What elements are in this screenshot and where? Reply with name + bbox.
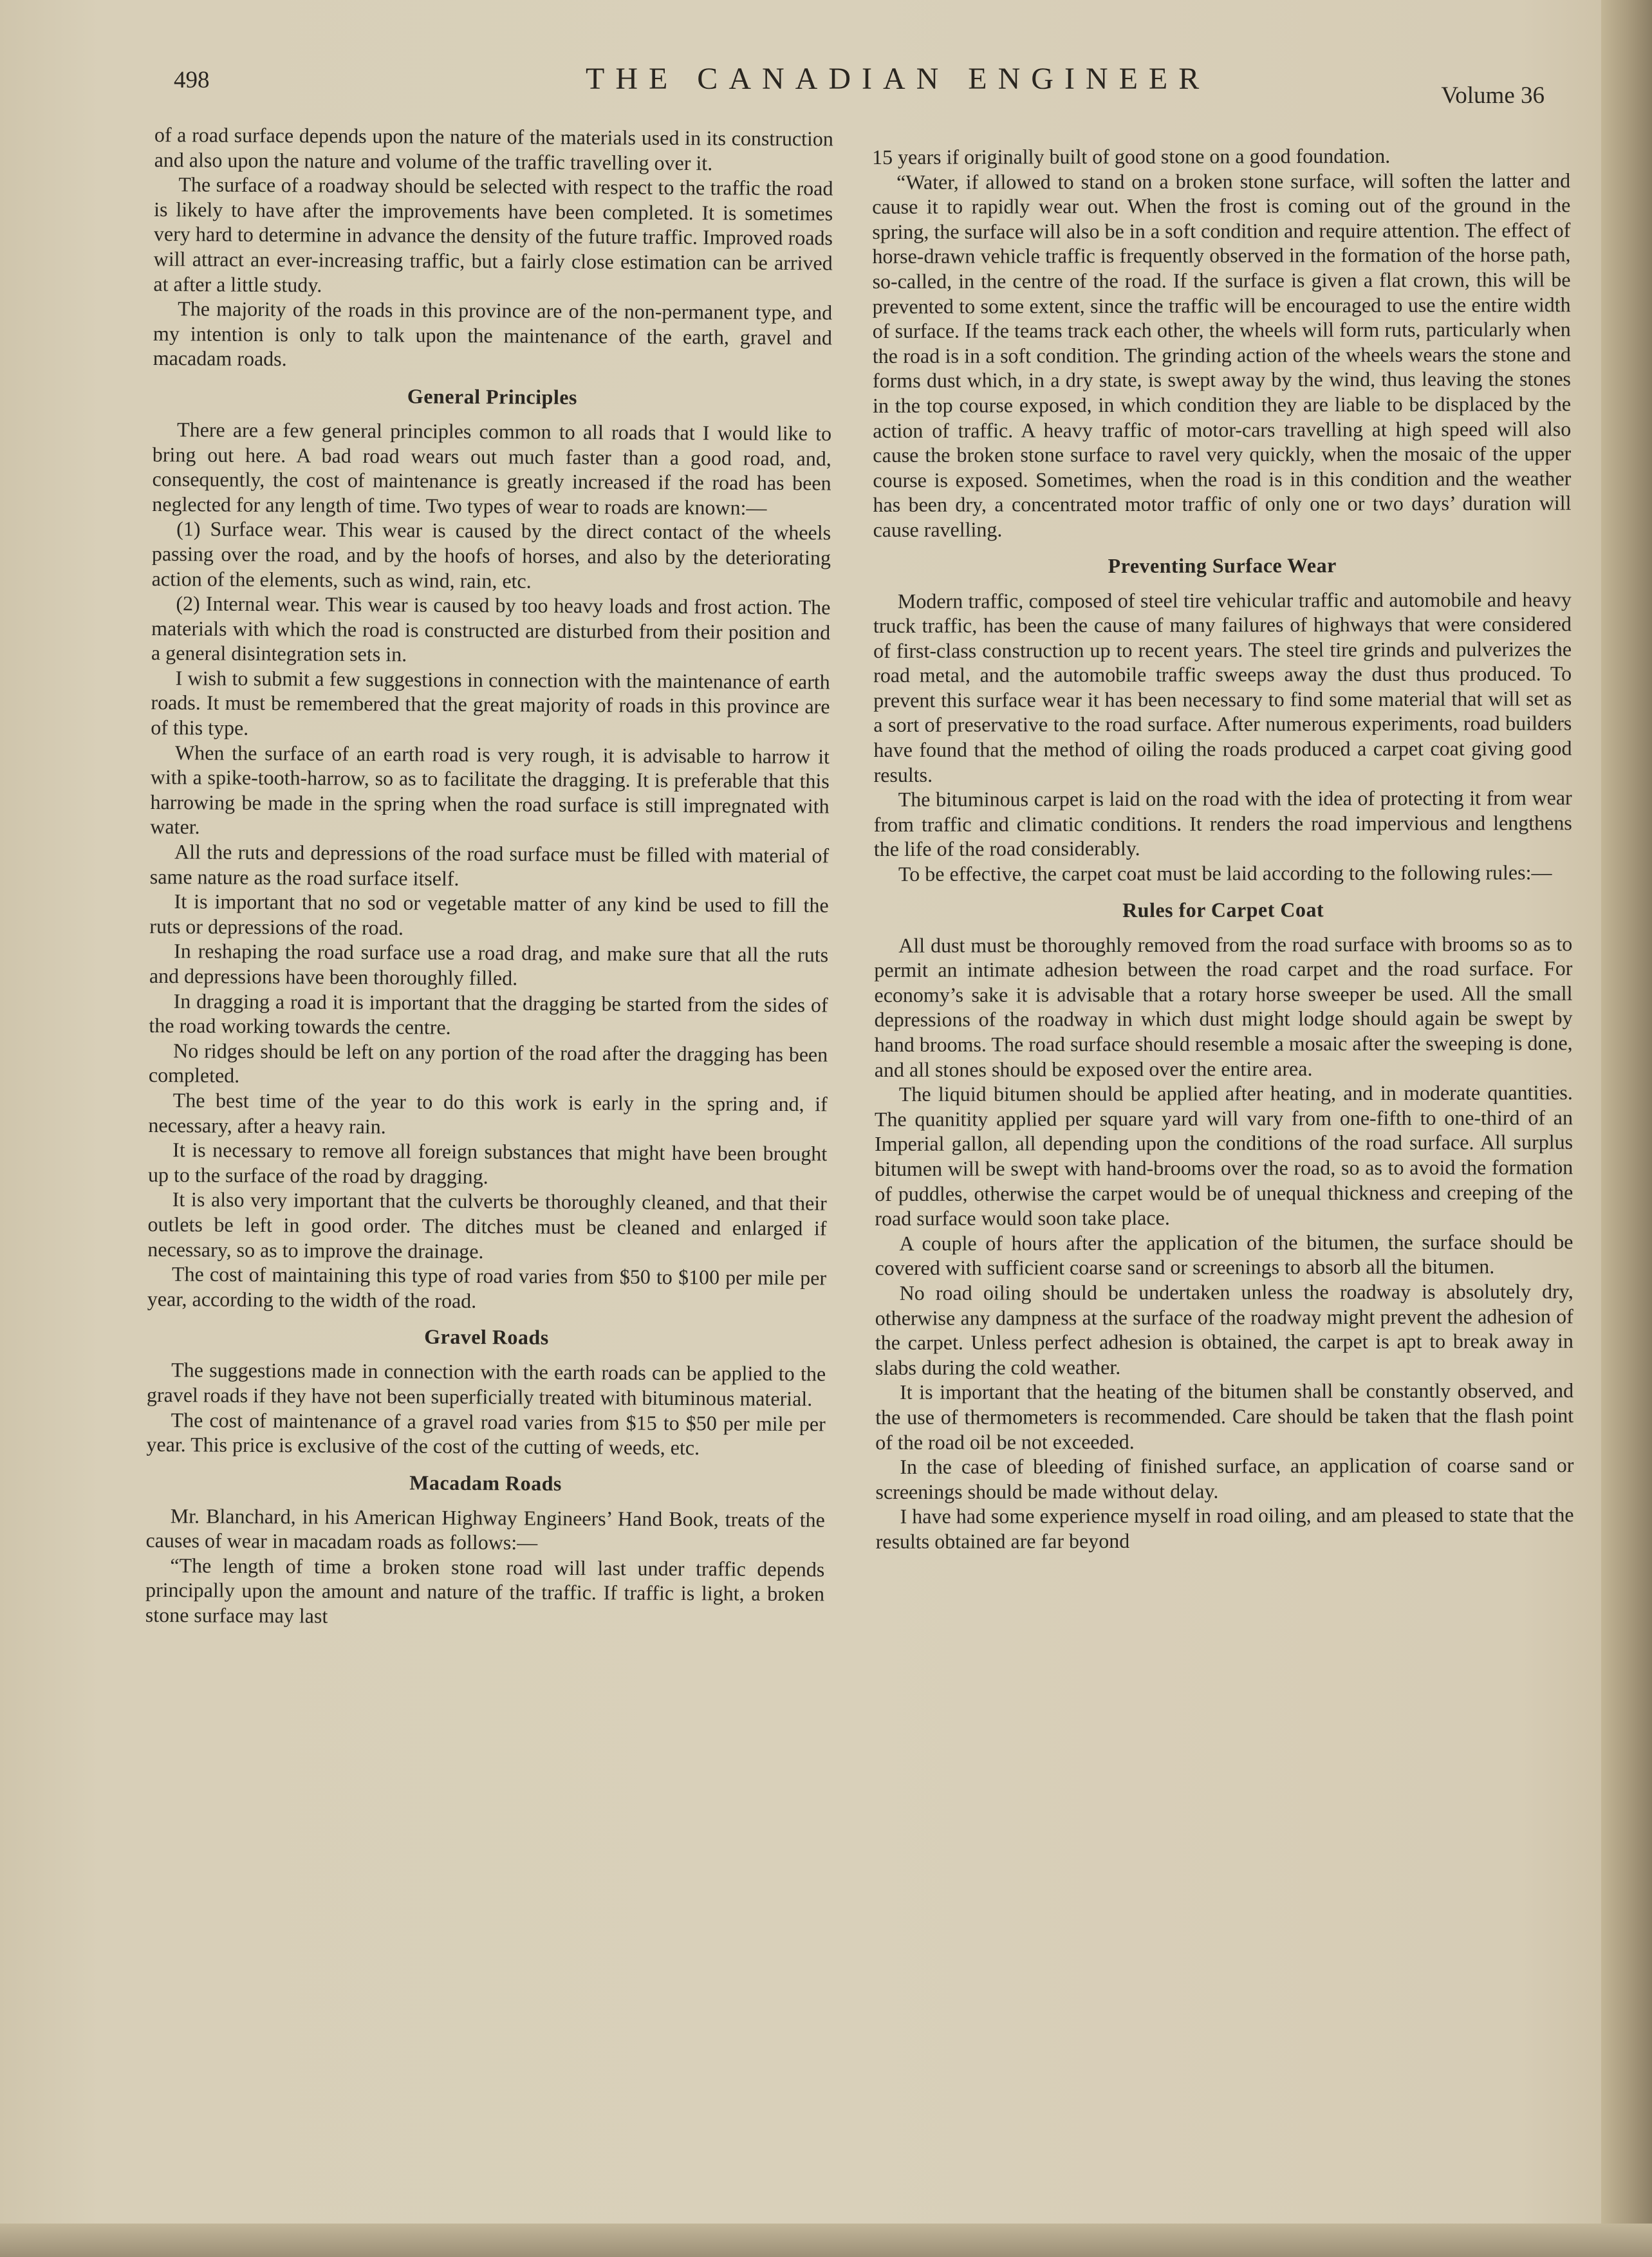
page-bottom-edge (0, 2224, 1652, 2257)
paragraph: of a road surface depends upon the nature of the materials used in its construction and also upon the nature and volume of the traffic travelling over it. (154, 122, 833, 174)
right-column (872, 143, 1574, 1554)
paragraph: It is necessary to remove all foreign substances that might have been brought up to the surface of the road by dragging. (147, 1138, 828, 1188)
section-heading-macadam-roads: Macadam Roads (409, 1471, 562, 1495)
paragraph: The cost of maintaining this type of road varies from $50 to $100 per mile per year, according to the width of the road. (147, 1262, 827, 1312)
paragraph: There are a few general principles common to all roads that I would like to bring out here. A bad road wears out much faster than a good road, and, consequently, the cost of maintenance is greatly increased if the road has been neglected for any length of time. Two types of wear to roads are known:— (152, 418, 832, 519)
paragraph: All dust must be thoroughly removed from the road surface with brooms so as to permit an intimate adhesion between the road carpet and the road surface. For economy’s sake it is advisable that a rotary horse sweeper be used. All the small depressions of the roadway in which dust might lodge should again be swept by hand brooms. The road surface should resemble a mosaic after the sweeping is done, and all stones should be exposed over the entire area. (874, 931, 1573, 1081)
paragraph: No road oiling should be undertaken unless the roadway is absolutely dry, otherwise any dampness at the surface of the roadway might prevent the adhesion of the carpet. Unless perfect adhesion is obtained, the carpet is apt to break away in slabs during the cold weather. (875, 1279, 1573, 1379)
paragraph: The cost of maintenance of a gravel road varies from $15 to $50 per mile per year. This price is exclusive of the cost of the cutting of weeds, etc. (146, 1407, 826, 1460)
paragraph: The surface of a roadway should be selected with respect to the traffic the road is likely to have after the improvements have been completed. It is sometimes very hard to determine in advance the density of the future traffic. Improved roads will attract an ever-increasing traffic, but a fairly close estimation can be arrived at after a little study. (153, 172, 833, 297)
paragraph: No ridges should be left on any portion of the road after the dragging has been completed. (148, 1038, 828, 1088)
left-column (145, 122, 833, 1631)
paragraph: 15 years if originally built of good stone on a good foundation. (872, 144, 1391, 169)
paragraph: When the surface of an earth road is very rough, it is advisable to harrow it with a spike-tooth-harrow, so as to facilitate the dragging. It is preferable that this harrowing be made in the spring when the road surface is still impregnated with water. (150, 740, 830, 839)
paragraph: In the case of bleeding of finished surface, an application of coarse sand or screenings should be made without delay. (875, 1453, 1574, 1503)
paragraph: “The length of time a broken stone road will last under traffic depends principally upon the amount and nature of the traffic. If traffic is light, a broken stone surface may last (145, 1554, 825, 1628)
volume-label: Volume 36 (1441, 82, 1545, 109)
paragraph: In reshaping the road surface use a road drag, and make sure that all the ruts and depressions have been thoroughly filled. (149, 939, 829, 990)
page-number: 498 (174, 67, 210, 93)
paragraph: The suggestions made in connection with the earth roads can be applied to the gravel roads if they have not been superficially treated with bituminous material. (146, 1358, 826, 1411)
paragraph: It is important that the heating of the bitumen shall be constantly observed, and the use of thermometers is recommended. Care should be taken that the flash point of the road oil be not exceeded. (875, 1379, 1574, 1454)
paragraph: Modern traffic, composed of steel tire vehicular traffic and automobile and heavy truck traffic, has been the cause of many failures of highways that were considered of first-class construction up to recent years. The steel tire grinds and pulverizes the road metal, and the automobile traffic sweeps away the dust thus produced. To prevent this surface wear it has been necessary to find some material that will set as a sort of preservative to the road surface. After numerous experiments, road builders have found that the method of oiling the roads produced a carpet coat giving good results. (873, 587, 1572, 786)
paragraph: Mr. Blanchard, in his American Highway Engineers’ Hand Book, treats of the causes of wear in macadam roads as follows:— (145, 1503, 825, 1554)
paragraph: It is important that no sod or vegetable matter of any kind be used to fill the ruts or depressions of the road. (149, 889, 829, 940)
paragraph: I have had some experience myself in road oiling, and am pleased to state that the results obtained are far beyond (875, 1503, 1574, 1553)
paragraph: The bituminous carpet is laid on the road with the idea of protecting it from wear from traffic and climatic conditions. It renders the road impervious and lengthens the life of the road considerably. (873, 786, 1572, 861)
section-heading-rules-for-carpet-coat: Rules for Carpet Coat (1122, 897, 1324, 922)
paragraph: (1) Surface wear. This wear is caused by the direct contact of the wheels passing over the road, and by the hoofs of horses, and also by the deteriorating action of the elements, such as wind, rain, etc. (151, 517, 831, 593)
paragraph: The liquid bitumen should be applied after heating, and in moderate quantities. The quanitity applied per square yard will vary from one-fifth to one-third of an Imperial gallon, all depending upon the conditions of the road surface. All surplus bitumen will be swept with hand-brooms over the road, so as to avoid the formation of puddles, otherwise the carpet would be of unequal thickness and creeping of the road surface would soon take place. (874, 1081, 1573, 1231)
page-edge-shadow (1601, 0, 1652, 2257)
paragraph: To be effective, the carpet coat must be laid according to the following rules:— (898, 860, 1552, 886)
paragraph: The best time of the year to do this work is early in the spring and, if necessary, after a heavy rain. (148, 1088, 828, 1138)
paragraph: A couple of hours after the application of the bitumen, the surface should be covered with sufficient coarse sand or screenings to absorb all the bitumen. (875, 1229, 1573, 1280)
paragraph: I wish to submit a few suggestions in connection with the maintenance of earth roads. It must be remembered that the great majority of roads in this province are of this type. (151, 666, 830, 739)
section-heading-general-principles: General Principles (407, 384, 578, 409)
paragraph: It is also very important that the culverts be thoroughly cleaned, and that their outlets be left in good order. The ditches must be cleaned and enlarged if necessary, so as to improve the drainage. (147, 1187, 827, 1263)
running-header (174, 61, 1545, 113)
paragraph: In dragging a road it is important that the dragging be started from the sides of the road working towards the centre. (149, 989, 828, 1039)
paragraph: “Water, if allowed to stand on a broken stone surface, will soften the latter and cause it to rapidly wear out. When the frost is coming out of the ground in the spring, the surface will also be in a soft condition and require attention. The effect of horse-drawn vehicle traffic is frequently observed in the formation of the horse path, so-called, in the centre of the road. If the surface is given a flat crown, this will be prevented to some extent, since the traffic will be encouraged to use the entire width of surface. If the teams track each other, the wheels will form ruts, particularly when the road is in a soft condition. The grinding action of the wheels wears the stone and forms dust which, in a dry state, is swept away by the wind, thus leaving the stones in the top course exposed, in which condition they are liable to be displaced by the action of traffic. A heavy traffic of motor-cars travelling at high speed will also cause the broken stone surface to ravel very quickly, when the mosaic of the upper course is exposed. Sometimes, when the road is in this condition and the weather has been dry, a concentrated motor traffic of only one or two days’ duration will cause ravelling. (872, 168, 1572, 541)
paragraph: (2) Internal wear. This wear is caused by too heavy loads and frost action. The materials with which the road is constructed are disturbed from their position and a general disintegration sets in. (151, 591, 831, 666)
journal-title: THE CANADIAN ENGINEER (586, 62, 1211, 96)
section-heading-gravel-roads: Gravel Roads (424, 1324, 549, 1350)
paragraph: The majority of the roads in this province are of the non-permanent type, and my intention is only to talk upon the maintenance of the earth, gravel and macadam roads. (153, 297, 833, 371)
paragraph: All the ruts and depressions of the road surface must be filled with material of same nature as the road surface itself. (149, 840, 830, 890)
section-heading-preventing-surface-wear: Preventing Surface Wear (1108, 553, 1337, 577)
